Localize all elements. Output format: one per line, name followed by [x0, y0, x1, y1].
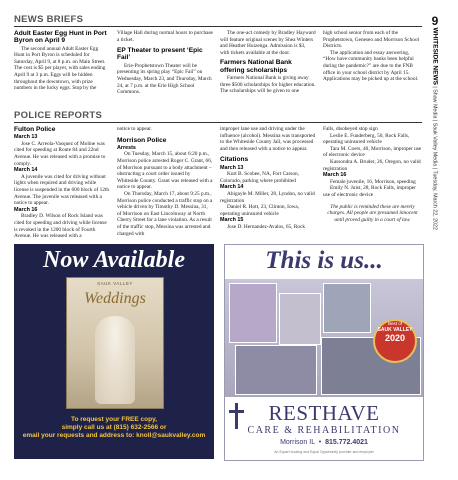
footer-line-3: email your requests and address to: knoll@saukvalley.com [22, 432, 206, 439]
ep-theater-p2: The one-act comedy by Bradley Hayward will feature original scenes by Shea Winters and Heather Huizenga. Admission is $3, with tickets available at the door. [220, 30, 316, 56]
badge-top: Best of [387, 321, 402, 326]
citations-p1: Kurt B. Scobee, NA, Fort Carson, Colorado, parking where prohibited [220, 171, 299, 184]
side-banner-text: WHITESIDE NEWS | Shaw Media | Sauk Valley Media | Tuesday, March 22, 2022 [431, 27, 439, 230]
weddings-ad-footer [14, 416, 214, 440]
top-rule [14, 26, 422, 27]
footer-line-2: simply call us at (815) 632-2566 or [61, 424, 167, 431]
equal-housing-note: An Equal Housing and Equal Opportunity provider and employer [274, 450, 374, 454]
farmers-p1: Farmers National Bank is giving away three $500 scholarships for higher education. The scholarships will be given to one [220, 74, 316, 95]
badge-mid: SAUK VALLEY [377, 327, 413, 333]
photo-bunny-1 [229, 283, 277, 343]
citations-p2: Abigayle M. Miller, 28, Lyndon, no valid registration [220, 191, 315, 204]
fulton-p4: notice to appear. [117, 126, 152, 132]
citations-p4: Jose D. Hernandez-Avalos, 65, Rock [227, 224, 306, 231]
weddings-ad[interactable] [14, 244, 214, 459]
page-number: 9 [431, 14, 439, 28]
photo-residents-1 [323, 283, 371, 333]
resthave-tagline: CARE & REHABILITATION [247, 425, 401, 436]
citations-headline: Citations [220, 156, 249, 164]
citations-p8: Kassondra A. Bruder, 26, Oregon, no valid registration [323, 158, 421, 172]
best-of-sauk-valley-badge [373, 319, 417, 363]
brief-col-4 [323, 30, 422, 116]
egg-hunt-p2: Village Hall during normal hours to purchase a ticket. [117, 30, 213, 43]
fulton-p2: A juvenile was cited for driving without lights when required and driving while license is suspended in the 600 block of 12th Avenue. The juvenile was released with a notice to appear. [14, 173, 110, 207]
morrison-p2: On Thursday, March 17, about 9:25 p.m., Morrison police conducted a traffic stop on a vehicle driven by Timothy D. Messina, 31, of Morrison on East Lincolnway at North Cherry Street for a lane violation. As a result of the traffic stop, Messina was arrested and charged with [117, 191, 213, 237]
news-briefs-heading: NEWS BRIEFS [14, 14, 84, 25]
citations-p9: Female juvenile, 16, Morrison, speeding [330, 178, 416, 185]
citations-date-4: March 16 [323, 172, 347, 179]
citations-p10: Emily N. Juist, 28, Rock Falls, improper use of electronic device [323, 185, 416, 198]
resthave-photo-collage [225, 279, 423, 397]
morrison-headline: Morrison Police [117, 136, 167, 144]
resthave-ad[interactable] [224, 244, 424, 461]
fulton-p3: Bradley D. Wilson of Rock Island was cited for speeding and driving while license is revoked in the 1200 block of Fourth Avenue. He was released with a [14, 213, 107, 240]
morrison-p3: improper lane use and driving under the influence (alcohol). Messina was transported to the Whiteside County Jail, was processed and then released with a notice to appear. [220, 126, 316, 152]
photo-bunny-2 [279, 293, 321, 345]
farmers-p3: The application and essay answering, “How have community banks been helpful during the pandemic?” are due to the FNB office in your school district by April 15. Applications may be picked up at the school. [323, 49, 419, 83]
police-heading: POLICE REPORTS [14, 110, 103, 121]
fulton-p1: Jose C. Arreola-Vasquez of Moline was cited for speeding at Route 84 and 22nd Avenue. He was released with a promise to comply. [14, 140, 106, 167]
police-col-1 [14, 126, 110, 240]
fulton-headline: Fulton Police [14, 126, 56, 133]
fulton-date-2: March 14 [14, 167, 38, 174]
morrison-arrests: Arrests [117, 144, 136, 151]
magazine-masthead: SAUK VALLEY [97, 281, 133, 286]
egg-hunt-headline: Adult Easter Egg Hunt in Port Byron on April 9 [14, 30, 107, 45]
side-publisher: Shaw Media | Sauk Valley Media [431, 89, 438, 167]
police-col-4 [323, 126, 422, 240]
magazine-title: Weddings [84, 290, 146, 307]
resthave-city: Morrison IL [280, 439, 315, 446]
citations-p5: Falls, disobeyed stop sign [323, 126, 378, 132]
citations-p7: Tara M. Coers, 40, Morrison, improper use of electronic device [323, 145, 422, 159]
citations-date-1: March 13 [220, 164, 244, 171]
police-rule [14, 122, 422, 123]
resthave-name: RESTHAVE [268, 401, 380, 425]
side-title: WHITESIDE NEWS [431, 27, 439, 85]
resthave-contact: Morrison IL • 815.772.4021 [280, 439, 368, 446]
resthave-phone: 815.772.4021 [325, 439, 368, 446]
fulton-date-1: March 13 [14, 134, 38, 141]
footer-line-1: To request your FREE copy, [70, 416, 158, 423]
morrison-p1: On Tuesday, March 15, about 6:20 p.m., Morrison police arrested Roger C. Grant, 66, of Morrison pursuant to a body attachment – obstructing a court order issued by Whiteside County. Grant was released with a notice to appear. [117, 151, 213, 191]
police-col-3 [220, 126, 316, 240]
weddings-ad-title: Now Available [43, 247, 185, 273]
photo-residents-2 [235, 345, 317, 395]
resthave-ad-title: This is us... [265, 247, 383, 274]
brief-col-1 [14, 30, 110, 116]
fulton-date-3: March 16 [14, 206, 38, 213]
farmers-p2: high school senior from each of the Prophetstown, Geneseo and Morrison School Districts. [323, 30, 420, 50]
side-date: Tuesday, March 22, 2022 [431, 170, 438, 230]
brief-col-2 [117, 30, 213, 116]
side-banner [429, 27, 441, 230]
ep-theater-p1: Erie-Prophetstown Theater will be presenting its spring play “Epic Fail” on Wednesday, March 23, and Thursday, March 24, at 7 p.m. at the Erie High School Commons. [117, 62, 212, 96]
brief-col-3 [220, 30, 316, 116]
police-col-2 [117, 126, 213, 240]
egg-hunt-p1: The second annual Adult Easter Egg Hunt in Port Byron is scheduled for Saturday, April 9, at 8 p.m. on Main Street. The cost is $5 per player, with sales ending April 9 at 3 p.m. Eggs will be hidden throughout the downtown, with prize numbers in the lucky eggs. Stop by the [14, 45, 106, 92]
citations-date-2: March 14 [220, 184, 244, 191]
weddings-magazine-cover [66, 277, 164, 409]
citations-p6: Leslie E. Funderberg, 50, Rock Falls, operating uninsured vehicle [323, 132, 410, 146]
badge-year: 2020 [384, 333, 406, 343]
farmers-headline: Farmers National Bank offering scholarships [220, 59, 292, 74]
citations-date-3: March 15 [220, 217, 244, 224]
ep-theater-headline: EP Theater to present ‘Epic Fail’ [117, 47, 203, 62]
citations-disclaimer: The public is reminded these are merely charges. All people are presumed innocent until proved guilty in a court of law. [327, 203, 418, 223]
bride-image [95, 316, 135, 404]
citations-p3: Daniel R. Hott, 23, Clinton, Iowa, operating uninsured vehicle [220, 204, 300, 217]
